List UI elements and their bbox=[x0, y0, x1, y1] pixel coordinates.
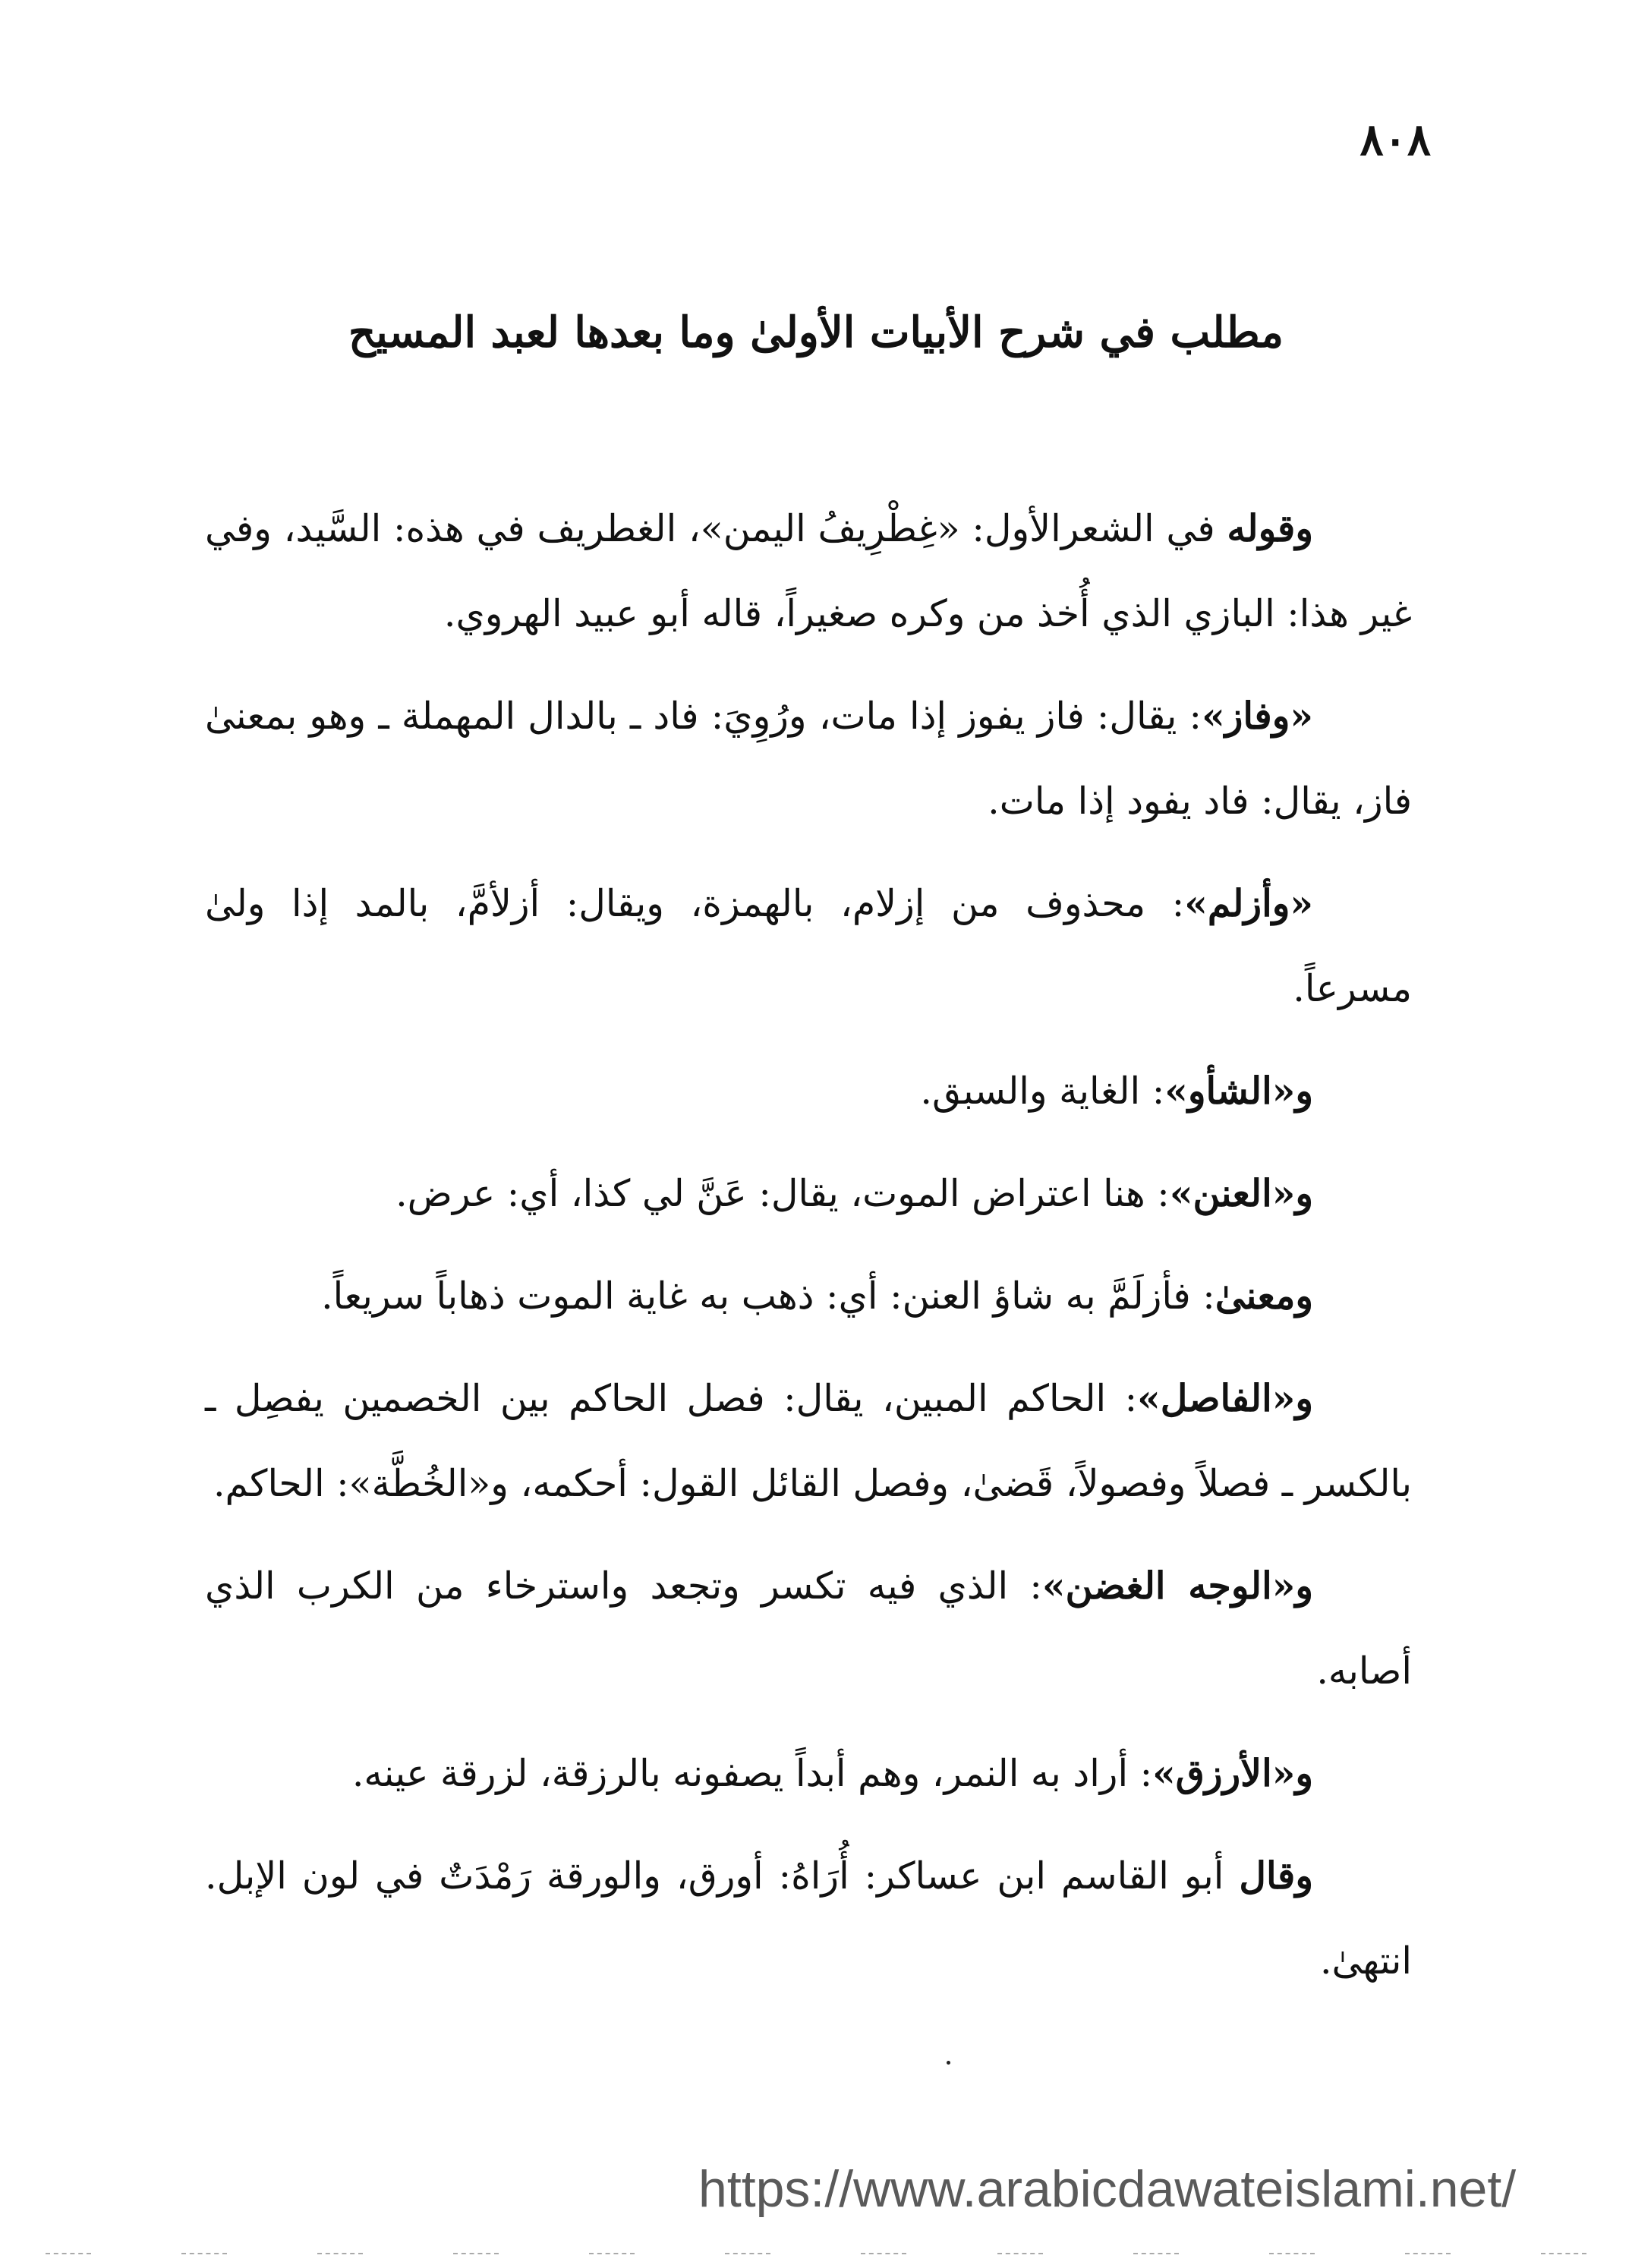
watermark-url: https://www.arabicdawateislami.net/ bbox=[698, 2160, 1517, 2218]
scan-edge-marks bbox=[46, 2253, 1586, 2259]
scan-mark bbox=[1405, 2253, 1451, 2257]
paragraph-text: أبو القاسم ابن عساكر: أُرَاهُ: أورق، والورقة رَمْدَتٌ في لون الإبل. انتهىٰ. bbox=[205, 1854, 1412, 1983]
paragraph-text: : يقال: فاز يفوز إذا مات، ورُوِيَ: فاد ـ بالدال المهملة ـ وهو بمعنىٰ فاز، يقال: فاد يفود إذا مات. bbox=[205, 695, 1412, 823]
paragraph bbox=[205, 1151, 1412, 1236]
paragraph-lead: «وأزلم» bbox=[1184, 881, 1313, 925]
paragraph-text: : أراد به النمر، وهم أبداً يصفونه بالرزقة، لزرقة عينه. bbox=[351, 1752, 1153, 1795]
page-title: مطلب في شرح الأبيات الأولىٰ وما بعدها لعبد المسيح bbox=[348, 307, 1284, 358]
paragraph-lead: وقوله bbox=[1227, 506, 1313, 550]
paragraph-text: في الشعرالأول: «غِطْرِيفُ اليمن»، الغطريف في هذه: السَّيد، وفي غير هذا: البازي الذي أُخذ من وكره صغيراً، قاله أبو عبيد الهروي. bbox=[205, 507, 1412, 635]
scan-mark bbox=[861, 2253, 906, 2257]
paragraph-lead: و«الشأو» bbox=[1164, 1069, 1313, 1113]
paragraph-text: : الحاكم المبين، يقال: فصل الحاكم بين الخصمين يفصِل ـ بالكسر ـ فصلاً وفصولاً، قَضىٰ، وفصل القائل القول: أحكمه، و«الخُطَّة»: الحاكم. bbox=[205, 1377, 1412, 1505]
scan-mark bbox=[453, 2253, 499, 2257]
paragraph bbox=[205, 861, 1412, 1032]
paragraph-lead: وقال bbox=[1239, 1854, 1313, 1898]
paragraph bbox=[205, 1048, 1412, 1134]
paragraph-lead: و«الأرزق» bbox=[1152, 1751, 1313, 1795]
paragraph-lead: و«الفاصل» bbox=[1137, 1376, 1313, 1420]
scan-mark bbox=[725, 2253, 770, 2257]
body-text bbox=[205, 486, 1412, 2021]
scan-mark bbox=[317, 2253, 363, 2257]
scan-mark bbox=[46, 2253, 91, 2257]
paragraph-lead: و«العنن» bbox=[1169, 1171, 1313, 1215]
scan-mark bbox=[589, 2253, 635, 2257]
paragraph-text: : محذوف من إزلام، بالهمزة، ويقال: أزلأمَّ، بالمد إذا ولىٰ مسرعاً. bbox=[205, 882, 1412, 1010]
page-number: ٨٠٨ bbox=[1359, 114, 1431, 165]
paragraph bbox=[205, 1356, 1412, 1526]
paragraph-text: : الذي فيه تكسر وتجعد واسترخاء من الكرب الذي أصابه. bbox=[205, 1564, 1412, 1693]
paragraph bbox=[205, 673, 1412, 844]
paragraph-lead: ومعنىٰ bbox=[1215, 1274, 1313, 1318]
paragraph-text: : هنا اعتراض الموت، يقال: عَنَّ لي كذا، أي: عرض. bbox=[395, 1172, 1170, 1215]
paragraph bbox=[205, 486, 1412, 657]
scan-mark bbox=[997, 2253, 1043, 2257]
scan-mark bbox=[181, 2253, 227, 2257]
scan-mark bbox=[1541, 2253, 1586, 2257]
paragraph bbox=[205, 1543, 1412, 1714]
paragraph bbox=[205, 1833, 1412, 2004]
stray-dot bbox=[947, 2061, 950, 2065]
paragraph bbox=[205, 1253, 1412, 1339]
paragraph-lead: «وفاز» bbox=[1202, 694, 1313, 738]
paragraph-text: : الغاية والسبق. bbox=[920, 1069, 1165, 1113]
scan-mark bbox=[1269, 2253, 1315, 2257]
paragraph-lead: و«الوجه الغضن» bbox=[1041, 1564, 1313, 1608]
paragraph bbox=[205, 1731, 1412, 1816]
paragraph-text: : فأزلَمَّ به شاؤ العنن: أي: ذهب به غاية الموت ذهاباً سريعاً. bbox=[321, 1274, 1215, 1318]
scan-mark bbox=[1133, 2253, 1179, 2257]
